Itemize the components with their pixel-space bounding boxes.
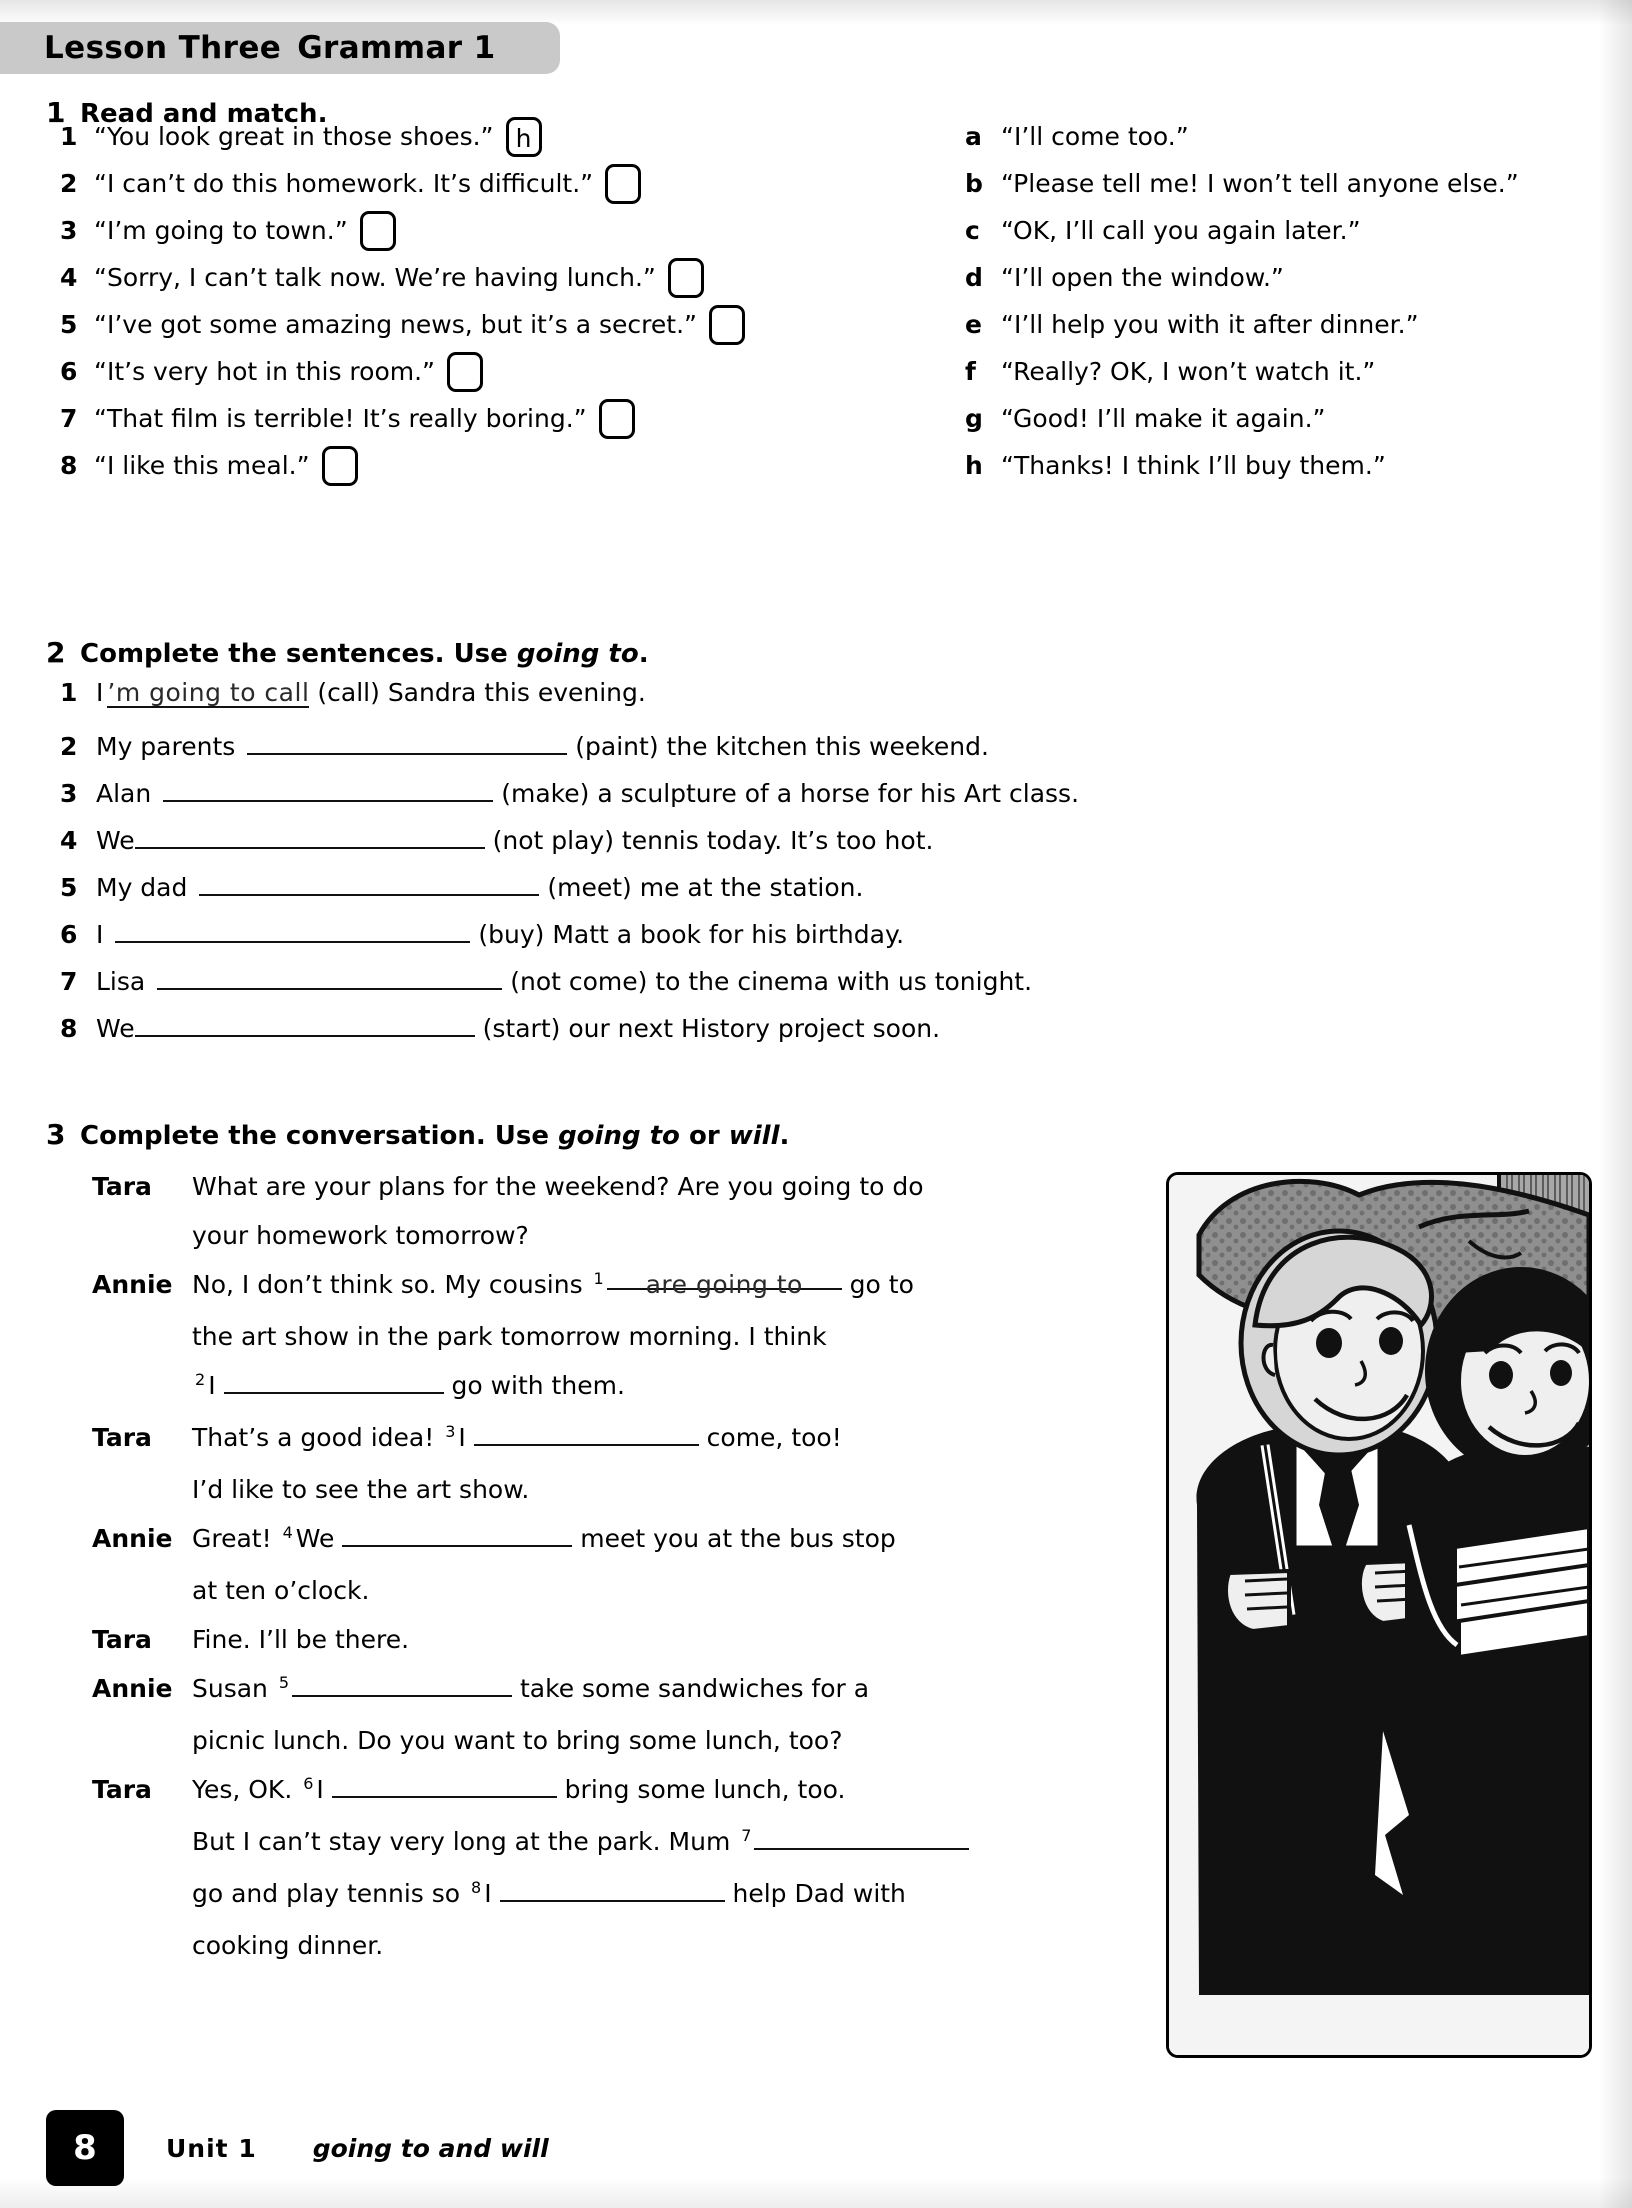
prompt-number: 3	[60, 216, 78, 245]
sentence-answer-blank[interactable]: ’m going to call	[107, 678, 310, 707]
dialogue-lines	[192, 1514, 1102, 1615]
exercise-3-number: 3	[46, 1118, 66, 1151]
sentence-prefix: I	[96, 920, 104, 949]
dialogue-lines	[192, 1615, 1102, 1664]
sentence-suffix: (not play) tennis today. It’s too hot.	[492, 826, 934, 855]
dialogue-answer-blank[interactable]: are going to	[607, 1260, 842, 1290]
sentence-answer-blank[interactable]	[157, 960, 502, 990]
sentence-suffix: (call) Sandra this evening.	[317, 678, 646, 707]
response-text: “Good! I’ll make it again.”	[1001, 404, 1326, 433]
response-letter: a	[965, 122, 982, 151]
sentence-answer-blank[interactable]	[135, 819, 485, 849]
dialogue-turn	[92, 1514, 1102, 1615]
sentence-number: 5	[60, 873, 78, 902]
match-answer-box[interactable]: h	[506, 117, 542, 157]
sentence-prefix: My dad	[96, 873, 188, 902]
sentence-number: 7	[60, 967, 78, 996]
gap-number: 5	[278, 1673, 290, 1692]
exercise-2-sentence-row	[60, 772, 1080, 819]
response-text: “OK, I’ll call you again later.”	[1001, 216, 1361, 245]
exercise-2-sentence-row	[60, 678, 1060, 725]
exercise-2-heading	[46, 636, 649, 669]
dialogue-line	[192, 1514, 1102, 1566]
dialogue-lines	[192, 1664, 1102, 1765]
response-text: “Thanks! I think I’ll buy them.”	[1001, 451, 1386, 480]
sentence-number: 6	[60, 920, 78, 949]
gap-number: 7	[741, 1826, 752, 1845]
match-answer-box[interactable]	[605, 164, 641, 204]
dialogue-text: Yes, OK.	[192, 1775, 301, 1804]
dialogue-text: go and play tennis so	[192, 1879, 469, 1908]
prompt-text: “You look great in those shoes.”	[94, 122, 494, 151]
lesson-banner	[0, 22, 560, 74]
sentence-answer-blank[interactable]	[163, 772, 493, 802]
dialogue-text: I	[316, 1775, 332, 1804]
dialogue-line	[192, 1615, 1102, 1664]
response-letter: e	[965, 310, 982, 339]
dialogue-line	[192, 1765, 1102, 1817]
sentence-suffix: (paint) the kitchen this weekend.	[575, 732, 989, 761]
sentence-prefix: Lisa	[96, 967, 146, 996]
exercise-1-response-row	[965, 207, 1605, 254]
prompt-number: 6	[60, 357, 78, 386]
gap-number: 2	[195, 1370, 206, 1389]
lesson-label: Lesson Three	[44, 30, 282, 66]
exercise-2-instruction-emphasis: going to	[516, 639, 639, 669]
response-text: “I’ll come too.”	[1001, 122, 1189, 151]
dialogue-speaker: Annie	[92, 1524, 173, 1553]
exercise-2-sentence-list	[60, 678, 1080, 1054]
exercise-2-sentence-row	[60, 819, 1060, 866]
response-text: “Please tell me! I won’t tell anyone else.”	[1001, 169, 1519, 198]
sentence-prefix: My parents	[96, 732, 236, 761]
match-answer-box[interactable]	[709, 305, 745, 345]
sentence-answer-blank[interactable]	[199, 866, 539, 896]
dialogue-answer-blank[interactable]	[342, 1517, 572, 1547]
gap-number: 1	[593, 1269, 604, 1288]
dialogue-line	[192, 1817, 1102, 1869]
dialogue-text: go to	[841, 1270, 914, 1299]
dialogue-text: help Dad with	[724, 1879, 906, 1908]
dialogue-text: I	[484, 1879, 500, 1908]
sentence-suffix: (buy) Matt a book for his birthday.	[478, 920, 905, 949]
sentence-answer-blank[interactable]	[135, 1007, 475, 1037]
dialogue-line	[192, 1664, 1102, 1716]
exercise-1-number: 1	[46, 96, 66, 129]
dialogue-line	[192, 1921, 1102, 1970]
illustration-two-schoolgirls	[1166, 1172, 1592, 2058]
dialogue-turn	[92, 1664, 1102, 1765]
exercise-3-instruction-mid: or	[679, 1121, 729, 1151]
prompt-number: 5	[60, 310, 78, 339]
exercise-1-prompt-row	[60, 113, 720, 160]
dialogue-text: What are your plans for the weekend? Are you going to do	[192, 1172, 924, 1201]
dialogue-turn	[92, 1162, 1102, 1260]
dialogue-line	[192, 1566, 1102, 1615]
response-letter: c	[965, 216, 980, 245]
dialogue-turn	[92, 1260, 1102, 1413]
exercise-1-response-row	[965, 395, 1605, 442]
exercise-1-prompt-row	[60, 395, 720, 442]
dialogue-speaker: Annie	[92, 1270, 173, 1299]
dialogue-turn	[92, 1413, 1102, 1514]
gap-number: 6	[303, 1774, 314, 1793]
dialogue-line	[192, 1211, 1102, 1260]
dialogue-text: cooking dinner.	[192, 1931, 384, 1960]
dialogue-text: bring some lunch, too.	[556, 1775, 846, 1804]
page-number-badge: 8	[46, 2110, 124, 2186]
response-text: “Really? OK, I won’t watch it.”	[1001, 357, 1376, 386]
dialogue-answer-blank[interactable]	[224, 1364, 444, 1394]
sentence-number: 1	[60, 678, 78, 707]
match-answer-box[interactable]	[360, 211, 396, 251]
dialogue-answer-blank[interactable]	[474, 1416, 699, 1446]
response-text: “I’ll help you with it after dinner.”	[1001, 310, 1419, 339]
prompt-number: 8	[60, 451, 78, 480]
dialogue-turn	[92, 1765, 1102, 1970]
sentence-answer-blank[interactable]	[247, 725, 567, 755]
prompt-number: 4	[60, 263, 78, 292]
dialogue-line	[192, 1465, 1102, 1514]
gap-number: 8	[471, 1878, 482, 1897]
exercise-1-response-row	[965, 160, 1605, 207]
dialogue-text: I	[208, 1371, 224, 1400]
response-letter: d	[965, 263, 983, 292]
dialogue-text: meet you at the bus stop	[572, 1524, 896, 1553]
sentence-suffix: (start) our next History project soon.	[482, 1014, 941, 1043]
exercise-2-sentence-row	[60, 1007, 1060, 1054]
dialogue-text: We	[295, 1524, 343, 1553]
exercise-1-prompt-row	[60, 254, 720, 301]
dialogue-line	[192, 1716, 1102, 1765]
prompt-text: “I like this meal.”	[94, 451, 310, 480]
exercise-3-instruction-emphasis-1: going to	[558, 1121, 680, 1151]
exercise-1-response-row	[965, 113, 1605, 160]
prompt-text: “I can’t do this homework. It’s difficult.”	[94, 169, 594, 198]
dialogue-text: come, too!	[698, 1423, 842, 1452]
sentence-prefix: We	[96, 826, 135, 855]
exercise-3-dialogue	[92, 1162, 1102, 1970]
dialogue-speaker: Tara	[92, 1172, 152, 1201]
prompt-number: 1	[60, 122, 78, 151]
exercise-2-sentence-row	[60, 866, 1060, 913]
sentence-suffix: (not come) to the cinema with us tonight.	[510, 967, 1033, 996]
response-letter: b	[965, 169, 983, 198]
prompt-text: “I’ve got some amazing news, but it’s a secret.”	[94, 310, 697, 339]
response-text: “I’ll open the window.”	[1001, 263, 1284, 292]
exercise-1-response-row	[965, 442, 1605, 489]
exercise-3-instruction-after: .	[779, 1121, 790, 1151]
dialogue-speaker: Annie	[92, 1674, 173, 1703]
footer-unit-label: Unit 1	[166, 2133, 257, 2163]
gap-number: 4	[282, 1523, 293, 1542]
exercise-1-prompt-row	[60, 348, 720, 395]
sentence-number: 8	[60, 1014, 78, 1043]
exercise-1-prompt-row	[60, 301, 720, 348]
dialogue-text: That’s a good idea!	[192, 1423, 443, 1452]
prompt-text: “It’s very hot in this room.”	[94, 357, 436, 386]
footer-topic-label: going to and will	[312, 2133, 549, 2163]
exercise-2-sentence-row	[60, 960, 1060, 1007]
prompt-text: “Sorry, I can’t talk now. We’re having lunch.”	[94, 263, 656, 292]
dialogue-speaker: Tara	[92, 1625, 152, 1654]
gap-number: 3	[445, 1422, 456, 1441]
exercise-3-instruction-emphasis-2: will	[728, 1121, 780, 1151]
sentence-suffix: (meet) me at the station.	[547, 873, 864, 902]
exercise-3-instruction-before: Complete the conversation. Use	[80, 1121, 559, 1151]
dialogue-answer-blank[interactable]	[500, 1872, 725, 1902]
exercise-1-response-row	[965, 301, 1605, 348]
exercise-1-response-row	[965, 348, 1605, 395]
exercise-2-sentence-row	[60, 725, 1060, 772]
dialogue-text: Great!	[192, 1524, 280, 1553]
dialogue-text: at ten o’clock.	[192, 1576, 370, 1605]
dialogue-text: picnic lunch. Do you want to bring some lunch, too?	[192, 1726, 843, 1755]
dialogue-lines	[192, 1162, 1102, 1260]
exercise-3-heading	[46, 1118, 789, 1151]
exercise-1-prompt-list	[60, 113, 720, 489]
dialogue-text: I’d like to see the art show.	[192, 1475, 530, 1504]
dialogue-line	[192, 1869, 1102, 1921]
dialogue-text: I	[458, 1423, 474, 1452]
dialogue-text: No, I don’t think so. My cousins	[192, 1270, 591, 1299]
exercise-2-sentence-row	[60, 913, 1060, 960]
exercise-1-prompt-row	[60, 160, 720, 207]
exercise-1-prompt-row	[60, 442, 720, 489]
dialogue-lines	[192, 1260, 1102, 1413]
exercise-1-response-row	[965, 254, 1605, 301]
exercise-1-instruction: Read and match.	[80, 99, 328, 129]
response-letter: h	[965, 451, 983, 480]
exercise-1-response-list	[965, 113, 1605, 489]
sentence-prefix: I	[96, 678, 104, 707]
exercise-2-number: 2	[46, 636, 66, 669]
dialogue-line	[192, 1260, 1102, 1312]
prompt-number: 2	[60, 169, 78, 198]
exercise-2-instruction-before: Complete the sentences. Use	[80, 639, 517, 669]
sentence-number: 4	[60, 826, 78, 855]
sentence-answer-blank[interactable]	[115, 913, 470, 943]
page-footer	[46, 2110, 549, 2186]
dialogue-speaker: Tara	[92, 1423, 152, 1452]
sentence-number: 2	[60, 732, 78, 761]
match-answer-box[interactable]	[599, 399, 635, 439]
dialogue-lines	[192, 1765, 1102, 1970]
response-letter: g	[965, 404, 983, 433]
dialogue-text: the art show in the park tomorrow morning. I think	[192, 1322, 827, 1351]
dialogue-turn	[92, 1615, 1102, 1664]
exercise-2-instruction-after: .	[638, 639, 649, 669]
dialogue-text: Susan	[192, 1674, 276, 1703]
dialogue-text: But I can’t stay very long at the park. Mum	[192, 1827, 739, 1856]
dialogue-text: go with them.	[443, 1371, 625, 1400]
prompt-text: “That film is terrible! It’s really boring.”	[94, 404, 587, 433]
match-answer-box[interactable]	[668, 258, 704, 298]
prompt-number: 7	[60, 404, 78, 433]
lesson-title: Grammar 1	[297, 30, 496, 66]
dialogue-answer-blank[interactable]	[754, 1820, 969, 1850]
sentence-prefix: Alan	[96, 779, 152, 808]
dialogue-text: take some sandwiches for a	[512, 1674, 870, 1703]
match-answer-box[interactable]	[322, 446, 358, 486]
sentence-number: 3	[60, 779, 78, 808]
prompt-text: “I’m going to town.”	[94, 216, 348, 245]
dialogue-line	[192, 1162, 1102, 1211]
sentence-prefix: We	[96, 1014, 135, 1043]
dialogue-line	[192, 1361, 1102, 1413]
exercise-1-prompt-row	[60, 207, 720, 254]
dialogue-line	[192, 1413, 1102, 1465]
lesson-banner-text	[44, 30, 496, 66]
dialogue-speaker: Tara	[92, 1775, 152, 1804]
dialogue-line	[192, 1312, 1102, 1361]
response-letter: f	[965, 357, 976, 386]
dialogue-text: your homework tomorrow?	[192, 1221, 529, 1250]
dialogue-text: Fine. I’ll be there.	[192, 1625, 410, 1654]
dialogue-lines	[192, 1413, 1102, 1514]
dialogue-answer-blank[interactable]	[332, 1768, 557, 1798]
illustration-drawing	[1169, 1175, 1589, 2055]
dialogue-answer-blank[interactable]	[292, 1667, 512, 1697]
match-answer-box[interactable]	[447, 352, 483, 392]
sentence-suffix: (make) a sculpture of a horse for his Art class.	[501, 779, 1080, 808]
